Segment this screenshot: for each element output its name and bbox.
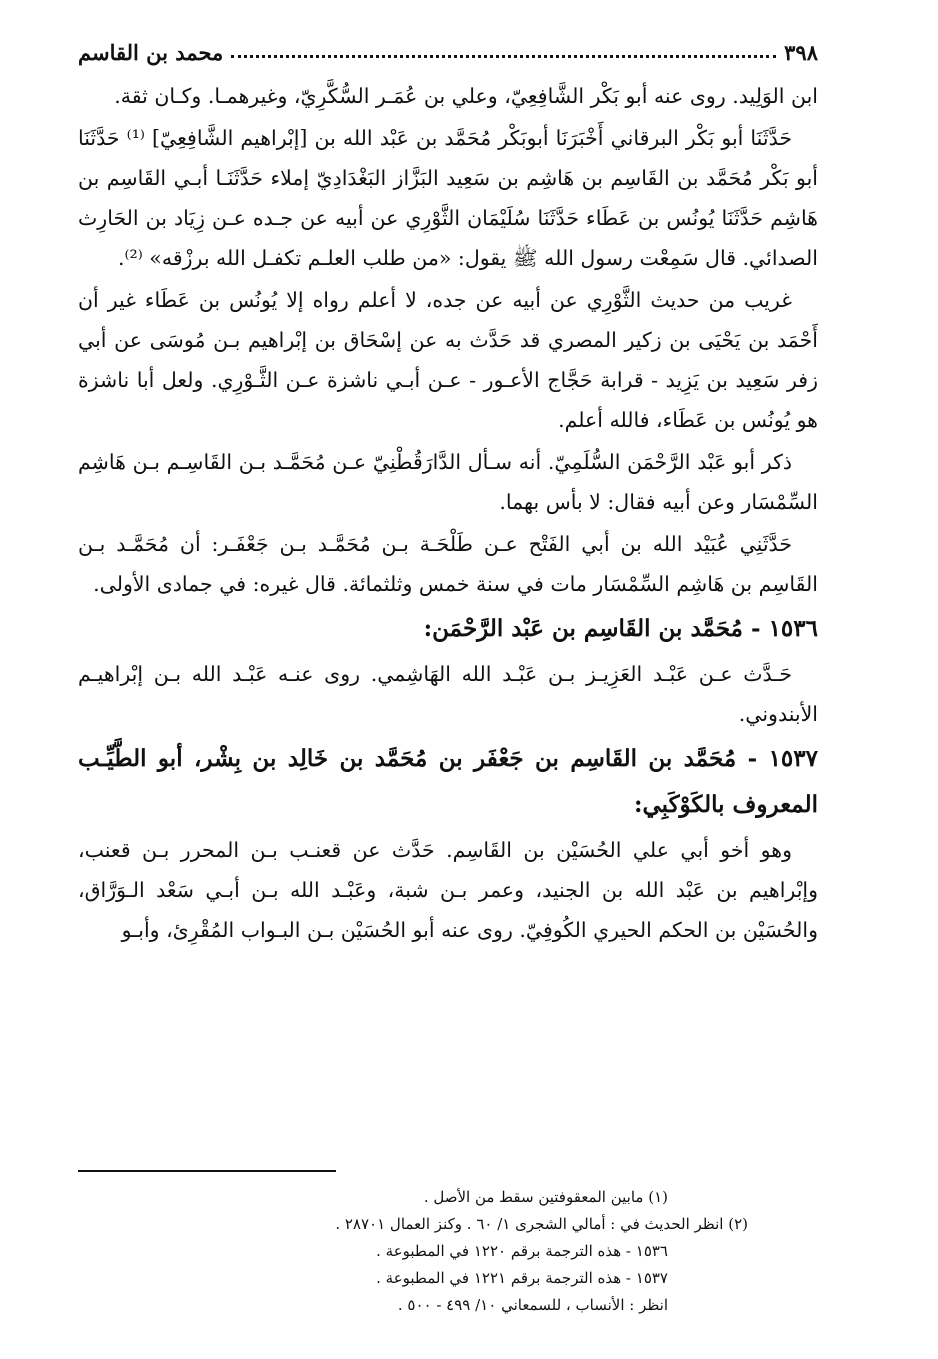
main-text [78, 76, 818, 952]
page-header [78, 34, 818, 70]
entry-heading: ١٥٣٧ - مُحَمَّد بن القَاسِم بن جَعْفَر بن مُحَمَّد بن خَالِد بن بِشْر، أبو الطَّيِّـب المعروف بالكَوْكَبِي: [78, 745, 818, 818]
paragraph: وهو أخو أبي علي الحُسَيْن بن القَاسِم. حَدَّث عن قعنـب بـن المحرر بـن قعنب، وإبْراهيم بن عَبْد الله بن الجنيد، وعمر بـن شبة، وعَبْـد الله بـن أبـي سَعْد الـوَرَّاق، والحُسَيْن بن الحكم الحيري الكُوفِيّ. روى عنه أبو الحُسَيْن بـن البـواب المُقْرِئ، وأبـو [78, 838, 818, 942]
paragraph: حَدَّثَنِي عُبَيْد الله بن أبي الفَتْح عـن طَلْحَـة بـن مُحَمَّـد بـن جَعْفَـر: أن مُحَمَّـد بـن القَاسِم بن هَاشِم السِّمْسَار مات في سنة خمس وثلثمائة. قال غيره: في جمادى الأولى. [78, 532, 818, 596]
book-page [78, 28, 818, 1338]
footnote-separator [78, 1170, 336, 1172]
footnote: (١) مابين المعقوفتين سقط من الأصل . [423, 1188, 668, 1206]
footnote: ١٥٣٧ - هذه الترجمة برقم ١٢٢١ في المطبوعة . [376, 1269, 668, 1287]
page-number: ٣٩٨ [784, 39, 818, 65]
paragraph: ابن الوَلِيد. روى عنه أبو بَكْر الشَّافِعِيّ، وعلي بن عُمَـر السُّكَّرِيّ، وغيرهمـا. وكـان ثقة. [114, 84, 818, 108]
running-title: محمد بن القاسم [78, 39, 224, 65]
paragraph: غريب من حديث الثَّوْرِي عن أبيه عن جده، لا أعلم رواه إلا يُونُس بن عَطَاء غير أن أَحْمَد بن يَحْيَى بن زكير المصري قد حَدَّث به عن إسْحَاق بن إبْراهيم بـن مُوسَى عن أبي زفر سَعِيد بن يَزِيد - قرابة حَجَّاج الأعـور - عـن أبـي ناشزة عـن الثَّـوْرِي. ولعل أبا ناشزة هو يُونُس بن عَطَاء، فالله أعلم. [78, 288, 818, 432]
entry-heading: ١٥٣٦ - مُحَمَّد بن القَاسِم بن عَبْد الرَّحْمَن: [423, 615, 818, 642]
dotted-leader [231, 55, 776, 58]
paragraph: حَدَّثَنَا أبو بَكْر البرقاني أَخْبَرَنَا أبوبَكْر مُحَمَّد بن عَبْد الله بن [إبْراهيم الشَّافِعِيّ] ⁽¹⁾ حَدَّثَنَا أبو بَكْر مُحَمَّد بن القَاسِم بن هَاشِم بن سَعِيد البَزَّاز البَغْدَادِيّ إملاء حَدَّثَنَـا أبـي القَاسِم بن هَاشِم حَدَّثَنَا يُونُس بن عَطَاء حَدَّثَنَا سُلَيْمَان الثَّوْرِي عن أبيه عن جـده عـن زِيَاد بن الحَارِث الصدائي. قال سَمِعْت رسول الله ﷺ يقول: «من طلب العلـم تكفـل الله برزْقه» ⁽²⁾. [78, 126, 818, 270]
footnote: ١٥٣٦ - هذه الترجمة برقم ١٢٢٠ في المطبوعة . [376, 1242, 668, 1260]
paragraph: ذكر أبو عَبْد الرَّحْمَن السُّلَمِيّ. أنه سـأل الدَّارَقُطْنِيّ عـن مُحَمَّـد بـن القَاسِـم بـن هَاشِم السِّمْسَار وعن أبيه فقال: لا بأس بهما. [78, 450, 818, 514]
footnotes [78, 1184, 818, 1319]
footnote: (٢) انظر الحديث في : أمالي الشجرى ١/ ٦٠ . وكنز العمال ٢٨٧٠١ . [335, 1215, 748, 1233]
footnote: انظر : الأنساب ، للسمعاني ١٠/ ٤٩٩ - ٥٠٠ . [397, 1296, 668, 1314]
paragraph: حَـدَّث عـن عَبْـد العَزِيـز بـن عَبْـد الله الهَاشِمي. روى عنـه عَبْـد الله بـن إبْراهيـم الأبندوني. [78, 662, 818, 726]
